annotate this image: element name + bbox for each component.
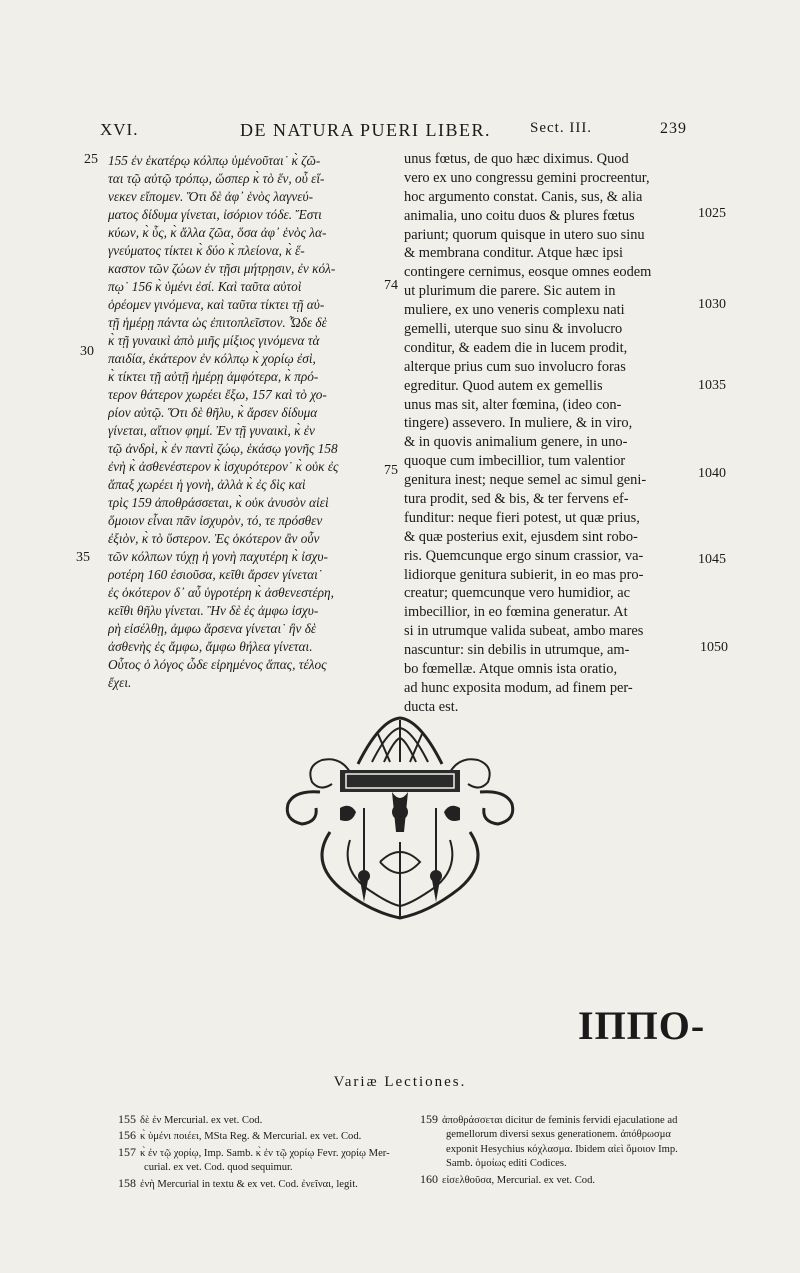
greek-text-line: ροτέρη 160 ἐσιοῦσα, κεῖθι ἄρσεν γίνεται˙ <box>108 567 323 582</box>
margin-line-number: 1050 <box>700 640 728 655</box>
greek-text-line: γνεύματος τίκτει κ̀ δύο κ̀ πλείονα, κ̀ ἕ- <box>108 243 305 258</box>
latin-text-line: genitura inest; neque semel ac simul geni- <box>404 472 647 489</box>
header-title: DE NATURA PUERI LIBER. <box>240 120 492 140</box>
note-continuation: Samb. ὁμοίως editi Codices. <box>446 1158 567 1170</box>
greek-text-line: ται τῷ αὐτῷ τρόπῳ, ὥσπερ κ̀ τὸ ἕν, οὗ εἵ- <box>108 171 325 186</box>
latin-text-line: & membrana conditur. Atque hæc ipsi <box>404 245 624 262</box>
variant-note <box>118 1145 410 1161</box>
latin-text-line: ad hunc exposita modum, ad finem per- <box>404 679 633 696</box>
header-sect: Sect. III. <box>530 120 593 136</box>
greek-text-line: καστον τῶν ζώων ἐν τῇσι μήτρῃσιν, ἐν κόλ- <box>108 261 336 276</box>
greek-text-line: τερον θάτερον χωρέει ἔξω, 157 καὶ τὸ χο- <box>108 387 327 402</box>
margin-line-number: 30 <box>80 344 94 359</box>
greek-text-line: κ̀ τίκτει τῇ αὐτῇ ἡμέρῃ ἀμφότερα, κ̀ πρό- <box>108 369 319 384</box>
latin-text-line: funditur: neque fieri potest, ut quæ prius, <box>404 509 640 526</box>
latin-text-line: animalia, uno coitu duos & plures fœtus <box>404 207 635 224</box>
greek-text-line: νεκεν εἴπομεν. Ὅτι δὲ ἀφ᾽ ἑνὸς λαγνεύ- <box>108 189 314 204</box>
greek-text-line: ὅμοιον εἶναι πᾶν ἰσχυρὸν, τό, τε πρόσθεν <box>108 513 323 528</box>
catchword: ΙΠΠΟ- <box>578 1003 706 1048</box>
greek-text-line: τῶν κόλπων τύχῃ ἡ γονὴ παχυτέρη κ̀ ἰσχυ- <box>108 549 328 564</box>
latin-text-line: gemelli, uterque suo sinu & involucro <box>404 321 623 338</box>
greek-text-line: τῷ ἀνδρὶ, κ̀ ἐν παντὶ ζώῳ, ἑκάσῳ γονῆς 158 <box>108 441 338 456</box>
margin-line-number: 1035 <box>698 378 726 393</box>
greek-text-line: ἀσθενὴς ἐς ἄμφω, ἄμφω θήλεα γίνεται. <box>108 639 313 654</box>
margin-line-number: 1040 <box>698 466 726 481</box>
running-header <box>100 120 760 144</box>
greek-text-line: ὁρέομεν γινόμενα, καὶ ταῦτα τίκτει τῇ αὐ- <box>108 297 325 312</box>
note-text: δὲ ἐν Mercurial. ex vet. Cod. <box>140 1115 263 1126</box>
variant-notes-right <box>420 1112 720 1188</box>
latin-text-line: unus fœtus, de quo hæc diximus. Quod <box>404 151 629 167</box>
latin-text-line: quoque cum imbecillior, tum valentior <box>404 453 626 470</box>
latin-text-column <box>404 150 708 717</box>
greek-text-line: κ̀ τῇ γυναικὶ ἀπὸ μιῆς μίξιος γινόμενα τὰ <box>108 333 320 348</box>
margin-line-number: 1045 <box>698 552 726 567</box>
variant-note <box>118 1176 410 1192</box>
greek-text-column <box>108 152 400 692</box>
note-number: 155 <box>118 1112 136 1126</box>
greek-text-line: ἐνὴ κ̀ ἀσθενέστερον κ̀ ἰσχυρότερον˙ κ̀ οὐκ ἐς <box>108 459 339 474</box>
latin-text-line: creatur; quemcunque vero humidior, ac <box>404 585 630 602</box>
latin-text-line: tura prodit, sed & bis, & ter fervens ef- <box>404 491 629 508</box>
latin-text-line: lidiorque genitura subierit, in eo mas pro- <box>404 566 644 583</box>
latin-text-line: bo fœmellæ. Atque omnis ista oratio, <box>404 661 618 678</box>
greek-text-line: τῇ ἡμέρῃ πάντα ὡς ἐπιτοπλεῖστον. Ὧδε δὲ <box>108 315 327 330</box>
note-number: 159 <box>420 1112 438 1126</box>
greek-text-line: 155 ἐν ἑκατέρῳ κόλπῳ ὑμένοῦται˙ κ̀ ζῶ- <box>108 153 321 168</box>
greek-text-line: ρὴ εἰσέλθῃ, ἀμφω ἄρσενα γίνεται˙ ἢν δὲ <box>108 621 317 636</box>
latin-text-line: unus mas sit, alter fœmina, (ideo con- <box>404 396 622 413</box>
margin-line-number: 25 <box>84 152 98 167</box>
margin-chapter-number: 74 <box>384 278 398 293</box>
greek-text-line: παιδία, ἑκάτερον ἐν κόλπῳ κ̀ χορίῳ ἐσὶ, <box>108 351 316 366</box>
latin-text-line: ris. Quemcunque ergo sinum crassior, va- <box>404 547 644 564</box>
page-number: 239 <box>660 120 687 137</box>
latin-text-line: imbecillior, in eo fœmina generatur. At <box>404 604 628 621</box>
note-continuation: exponit Hesychius κόχλασμα. Ibidem αἰεὶ ὅμοιον Imp. <box>446 1143 678 1155</box>
margin-line-number: 1025 <box>698 206 726 221</box>
greek-text-line: πῳ˙ 156 κ̀ ὑμένι ἐσί. Καὶ ταῦτα αὐτοὶ <box>108 279 302 294</box>
header-section-number: XVI. <box>100 120 139 139</box>
variant-note <box>118 1128 410 1144</box>
greek-text-line: Οὗτος ὁ λόγος ὧδε εἰρημένος ἅπας, τέλος <box>108 657 327 672</box>
note-text: κ̀ ἐν τῷ χορίῳ, Imp. Samb. κ̀ ἐν τῷ χορίῳ Fevr. χορίῳ Mer- <box>140 1147 390 1159</box>
greek-text-line: ρίον αὐτῷ. Ὅτι δὲ θῆλυ, κ̀ ἄρσεν δίδυμα <box>108 405 318 420</box>
margin-line-number: 1030 <box>698 297 726 312</box>
latin-text-line: ducta est. <box>404 698 459 715</box>
latin-text-line: tingere) assevero. In muliere, & in viro, <box>404 415 633 432</box>
latin-text-line: alterque prius cum suo involucro foras <box>404 358 626 375</box>
greek-text-line: γίνεται, αἴτιον φημί. Ἐν τῇ γυναικὶ, κ̀ ἐν <box>108 423 315 438</box>
variant-note <box>420 1112 720 1128</box>
note-text: ἀποθράσσεται dicitur de feminis fervidi ejaculatione ad <box>442 1115 678 1126</box>
latin-text-line: conditur, & eadem die in lucem prodit, <box>404 339 628 356</box>
latin-text-line: muliere, ex uno veneris complexu nati <box>404 302 625 319</box>
margin-line-number: 35 <box>76 550 90 565</box>
latin-text-line: & in quovis animalium genere, in uno- <box>404 434 628 451</box>
variant-notes-left <box>118 1112 410 1192</box>
greek-text-line: κεῖθι θῆλυ γίνεται. Ἢν δὲ ἐς ἀμφω ἰσχυ- <box>108 603 319 618</box>
variant-note <box>420 1172 720 1188</box>
variae-lectiones-title: Variæ Lectiones. <box>333 1074 467 1090</box>
latin-text-line: egreditur. Quod autem ex gemellis <box>404 377 603 394</box>
greek-text-line: ἐξιὸν, κ̀ τὸ ὕστερον. Ἐς ὁκότερον ἂν οὖν <box>108 531 320 546</box>
latin-text-line: si in utrumque valida subeat, ambo mares <box>404 623 644 640</box>
latin-text-line: & quæ posterius exit, ejusdem sint robo- <box>404 528 638 545</box>
tailpiece-ornament <box>280 712 520 927</box>
greek-text-line: ἐς ὁκότερον δ᾽ αὖ ὑγροτέρη κ̀ ἀσθενεστέρη, <box>108 585 334 600</box>
note-number: 158 <box>118 1175 136 1190</box>
greek-text-line: κύων, κ̀ ὗς, κ̀ ἄλλα ζῶα, ὅσα ἀφ᾽ ἑνὸς λα- <box>108 225 327 240</box>
variant-note <box>118 1112 410 1128</box>
latin-text-line: hoc argumento constat. Canis, sus, & alia <box>404 188 643 205</box>
note-number: 160 <box>420 1171 438 1186</box>
latin-text-line: ut plurimum die parere. Sic autem in <box>404 283 616 300</box>
greek-text-line: ματος δίδυμα γίνεται, ἰσόριον τόδε. Ἔστι <box>108 207 322 222</box>
greek-text-line: ἔχει. <box>108 675 132 690</box>
note-number: 156 <box>118 1128 136 1143</box>
note-continuation: curial. ex vet. Cod. quod sequimur. <box>144 1162 293 1174</box>
margin-chapter-number: 75 <box>384 463 398 478</box>
latin-text-line: vero ex uno congressu gemini procreentur, <box>404 169 650 186</box>
note-text: εἰσελθοῦσα, Mercurial. ex vet. Cod. <box>442 1174 596 1186</box>
note-text: ἐνὴ Mercurial in textu & ex vet. Cod. ἐνεῖναι, legit. <box>140 1178 358 1190</box>
note-continuation: gemellorum diversi sexus generationem. ἀπόθρωσμα <box>446 1129 671 1141</box>
note-number: 157 <box>118 1144 136 1159</box>
latin-text-line: contingere cernimus, eosque omnes eodem <box>404 264 652 281</box>
greek-text-line: ἅπαξ χωρέει ἡ γονὴ, ἀλλὰ κ̀ ἐς δὶς καὶ <box>108 477 306 492</box>
greek-text-line: τρὶς 159 ἀποθράσσεται, κ̀ οὐκ ἀνυσὸν αἰεὶ <box>108 495 329 510</box>
note-text: κ̀ ὑμένι ποιέει, MSta Reg. & Mercurial. ex vet. Cod. <box>140 1131 362 1143</box>
latin-text-line: nascuntur: sin debilis in utrumque, am- <box>404 642 630 659</box>
latin-text-line: pariunt; quorum quisque in utero suo sinu <box>404 226 645 243</box>
